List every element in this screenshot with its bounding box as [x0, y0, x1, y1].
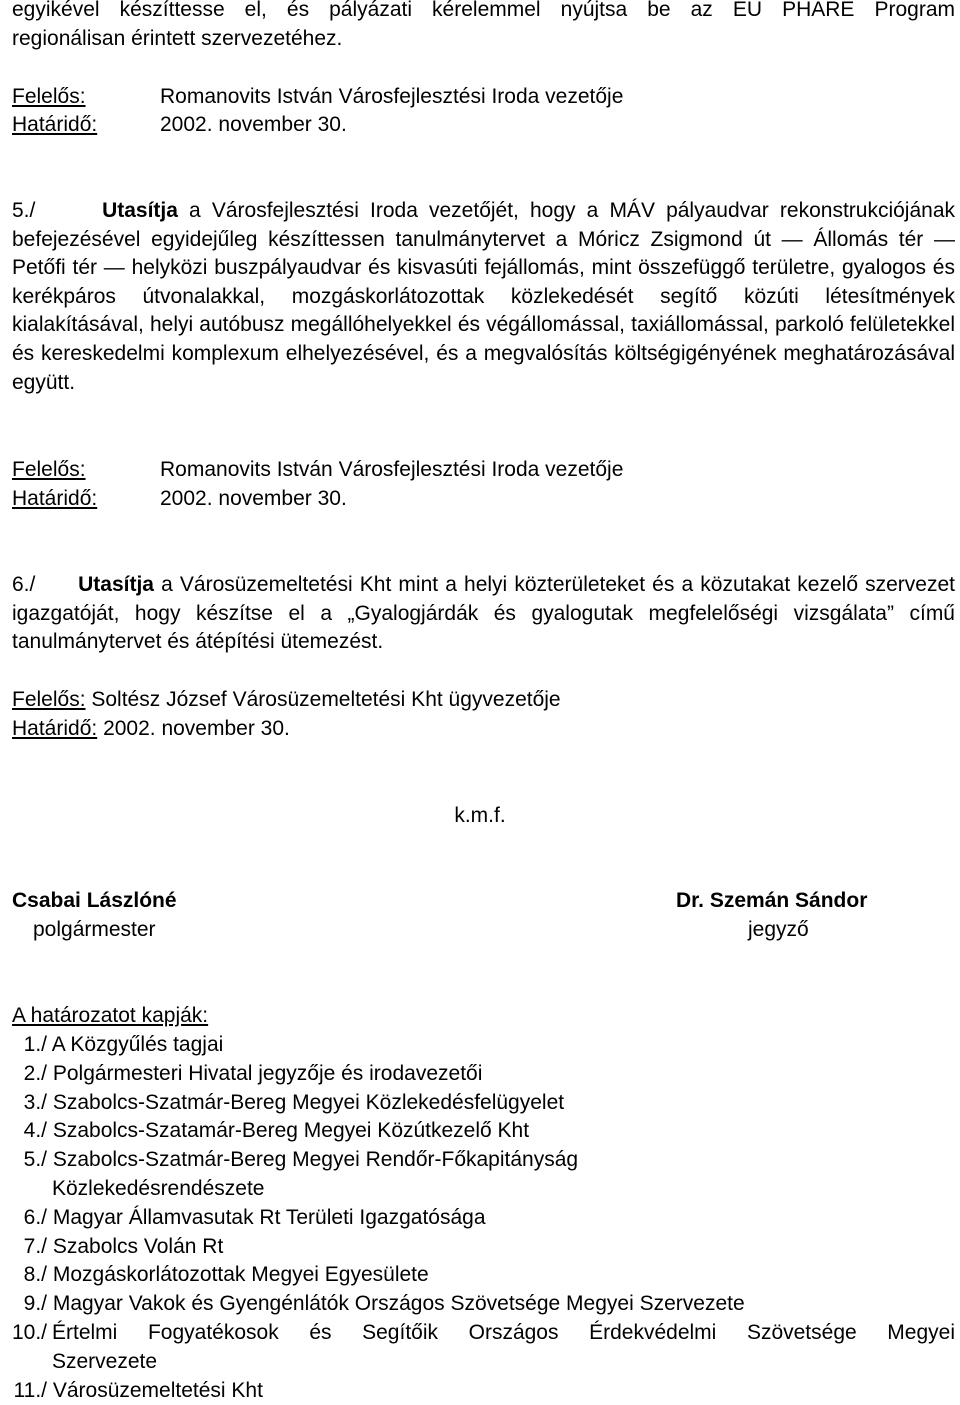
deadline-label: Határidő: — [12, 487, 98, 510]
intro-line-1: egyikével készíttesse el, és pályázati kérelemmel nyújtsa be az EU PHARE Program — [12, 0, 955, 21]
item-number: 5./ — [12, 199, 36, 222]
responsible-value: Romanovits István Városfejlesztési Iroda vezetője — [160, 458, 624, 481]
responsible-value: Soltész József Városüzemeltetési Kht ügyvezetője — [91, 688, 561, 711]
deadline-row — [12, 485, 347, 513]
list-item: 9./ Magyar Vakok és Gyengénlátók Országos Szövetsége Megyei Szervezete — [23, 1292, 745, 1315]
recipients-heading: A határozatot kapják: — [12, 1004, 209, 1027]
responsible-label: Felelős: — [12, 85, 86, 108]
item-text: a Városfejlesztési Iroda vezetőjét, hogy a MÁV pályaudvar rekonstrukciójának befejezésével egyidejűleg készíttessen tanulmánytervet a Móricz Zsigmond út — Állomás tér — Petőfi tér — helyközi buszpályaudvar és kisvasúti fejállomás, mint összefüggő területre, gyalogos és kerékpáros útvonalakkal, mozgáskorlátozottak közlekedését segítő közúti létesítmények kialakításával, helyi autóbusz megállóhelyekkel és végállomással, taxiállomással, parkoló felületekkel és kereskedelmi komplexum elhelyezésével, és a megvalósítás költségigényének meghatározásával együtt. — [12, 199, 955, 394]
signature-left-title: polgármester — [33, 918, 156, 941]
deadline-label: Határidő: — [12, 113, 98, 136]
resolution-item-5 — [12, 197, 955, 397]
signature-right-name: Dr. Szemán Sándor — [676, 889, 868, 912]
deadline-value: 2002. november 30. — [103, 717, 290, 740]
list-item-continuation: Szervezete — [52, 1350, 158, 1373]
resolution-item-6 — [12, 571, 955, 657]
responsible-row — [12, 456, 623, 484]
item-text: a Városüzemeltetési Kht mint a helyi közterületeket és a közutakat kezelő szervezet igazgatóját, hogy készítse el a „Gyalogjárdák és gyalogutak megfelelőségi vizsgálata” című tanulmánytervet és átépítési ütemezést. — [12, 573, 955, 654]
kmf: k.m.f. — [454, 804, 506, 827]
item-keyword: Utasítja — [102, 199, 178, 222]
list-item: 3./ Szabolcs-Szatmár-Bereg Megyei Közlekedésfelügyelet — [23, 1091, 565, 1114]
deadline-row — [12, 715, 290, 743]
intro-line-2: regionálisan érintett szervezetéhez. — [12, 27, 343, 50]
list-item: 10./ Értelmi Fogyatékosok és Segítőik Országos Érdekvédelmi Szövetsége Megyei — [11, 1321, 955, 1344]
deadline-row — [12, 111, 347, 139]
list-item: 2./ Polgármesteri Hivatal jegyzője és irodavezetői — [23, 1062, 483, 1085]
list-item: 4./ Szabolcs-Szatamár-Bereg Megyei Közútkezelő Kht — [23, 1119, 530, 1142]
list-item-continuation: Közlekedésrendészete — [52, 1177, 265, 1200]
list-item: 6./ Magyar Államvasutak Rt Területi Igazgatósága — [23, 1206, 486, 1229]
list-item: 11./ Városüzemeltetési Kht — [13, 1379, 263, 1402]
list-item: 5./ Szabolcs-Szatmár-Bereg Megyei Rendőr-Főkapitányság — [23, 1148, 579, 1171]
responsible-row — [12, 686, 561, 714]
list-item: 8./ Mozgáskorlátozottak Megyei Egyesülete — [23, 1263, 429, 1286]
list-item: 7./ Szabolcs Volán Rt — [23, 1235, 224, 1258]
item-number: 6./ — [12, 573, 36, 596]
responsible-value: Romanovits István Városfejlesztési Iroda vezetője — [160, 85, 624, 108]
responsible-label: Felelős: — [12, 458, 86, 481]
responsible-row — [12, 83, 623, 111]
deadline-value: 2002. november 30. — [160, 487, 347, 510]
deadline-value: 2002. november 30. — [160, 113, 347, 136]
item-keyword: Utasítja — [78, 573, 154, 596]
signature-left-name: Csabai Lászlóné — [12, 889, 177, 912]
responsible-label: Felelős: — [12, 688, 86, 711]
signature-right-title: jegyző — [748, 918, 809, 941]
deadline-label: Határidő: — [12, 717, 98, 740]
list-item: 1./ A Közgyűlés tagjai — [23, 1033, 224, 1056]
